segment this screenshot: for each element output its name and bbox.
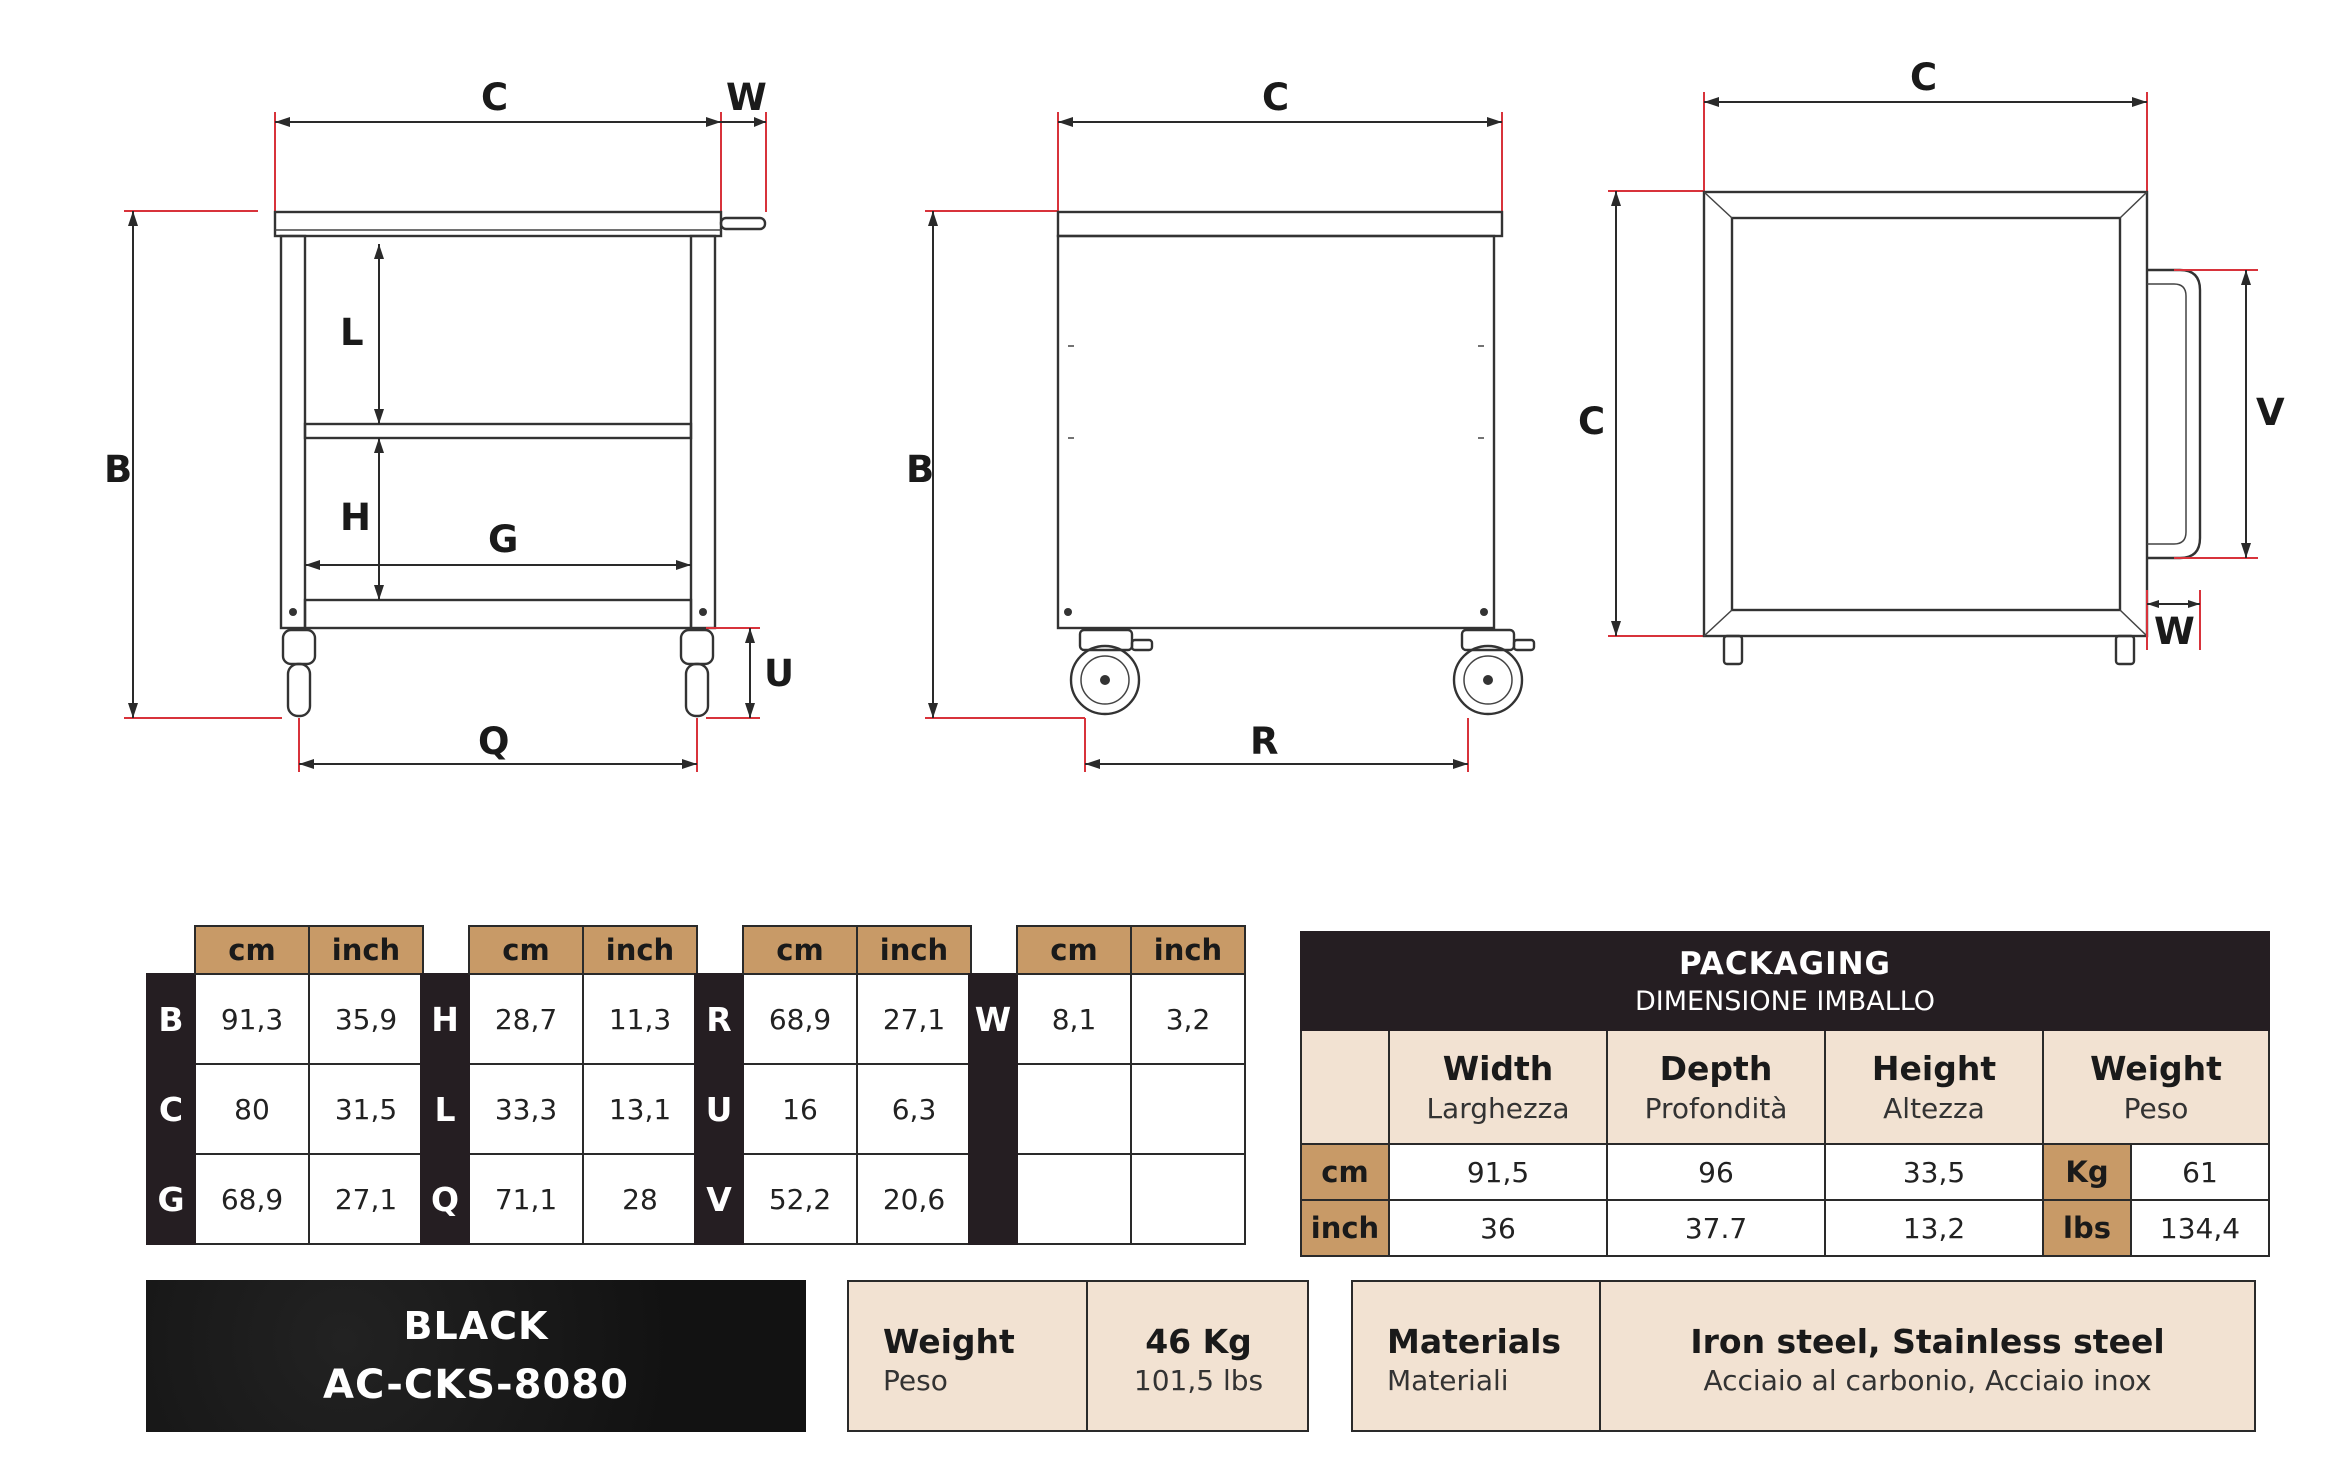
pkg-depth: 96: [1607, 1144, 1825, 1200]
weight-unit-label: lbs: [2043, 1200, 2131, 1256]
dim-inch: 27,1: [309, 1154, 423, 1244]
front-label-u: U: [764, 652, 795, 695]
dim-cm: 68,9: [195, 1154, 309, 1244]
col-header-inch: inch: [583, 926, 697, 974]
dim-letter: R: [695, 974, 743, 1064]
top-view: [1578, 56, 2285, 664]
table-row: [421, 974, 697, 1064]
side-label-c: C: [1262, 76, 1290, 119]
table-row: [969, 974, 1245, 1064]
weight-sublabel: Peso: [883, 1364, 948, 1397]
col-header-width: Width Larghezza: [1389, 1030, 1607, 1144]
unit-label: cm: [1301, 1144, 1389, 1200]
front-label-l: L: [340, 311, 364, 354]
dim-cm: 28,7: [469, 974, 583, 1064]
dim-letter: B: [147, 974, 195, 1064]
dim-inch: [1131, 1154, 1245, 1244]
dim-cm: [1017, 1154, 1131, 1244]
col-header-height: Height Altezza: [1825, 1030, 2043, 1144]
col-header-cm: cm: [743, 926, 857, 974]
dim-letter: G: [147, 1154, 195, 1244]
table-row: [695, 974, 971, 1064]
dim-letter: H: [421, 974, 469, 1064]
weight-panel: [847, 1280, 1309, 1432]
table-row: [147, 974, 423, 1064]
pkg-weight: 61: [2131, 1144, 2269, 1200]
side-label-b: B: [906, 448, 935, 491]
pkg-width: 91,5: [1389, 1144, 1607, 1200]
dim-letter: V: [695, 1154, 743, 1244]
dim-inch: 31,5: [309, 1064, 423, 1154]
top-label-c: C: [1910, 56, 1938, 99]
dim-letter: L: [421, 1064, 469, 1154]
col-header-weight: Weight Peso: [2043, 1030, 2269, 1144]
pkg-weight: 134,4: [2131, 1200, 2269, 1256]
dim-inch: 20,6: [857, 1154, 971, 1244]
dim-inch: 28: [583, 1154, 697, 1244]
table-row: [695, 1154, 971, 1244]
dimension-table-3: [694, 925, 972, 1245]
col-header-inch: inch: [309, 926, 423, 974]
dim-inch: [1131, 1064, 1245, 1154]
dim-cm: 16: [743, 1064, 857, 1154]
dim-cm: 71,1: [469, 1154, 583, 1244]
col-header-inch: inch: [857, 926, 971, 974]
packaging-title: PACKAGING: [1679, 945, 1891, 982]
dimension-table-4: [968, 925, 1246, 1245]
weight-value: 46 Kg: [1145, 1322, 1252, 1361]
dim-inch: 35,9: [309, 974, 423, 1064]
top-label-w: W: [2154, 610, 2195, 653]
front-label-h: H: [340, 496, 371, 539]
front-label-c: C: [481, 76, 509, 119]
dim-cm: 8,1: [1017, 974, 1131, 1064]
dimension-table-2: [420, 925, 698, 1245]
dim-cm: 52,2: [743, 1154, 857, 1244]
dim-letter: C: [147, 1064, 195, 1154]
col-header-inch: inch: [1131, 926, 1245, 974]
dim-cm: 68,9: [743, 974, 857, 1064]
front-label-q: Q: [478, 720, 510, 763]
materials-value: Iron steel, Stainless steel: [1690, 1322, 2165, 1361]
col-header-cm: cm: [1017, 926, 1131, 974]
col-header-cm: cm: [469, 926, 583, 974]
table-row: [421, 1154, 697, 1244]
front-label-w: W: [726, 76, 767, 119]
table-row: [1301, 1144, 2269, 1200]
table-row: [969, 1154, 1245, 1244]
weight-label: Weight: [883, 1322, 1015, 1361]
product-badge: [146, 1280, 806, 1432]
weight-value-alt: 101,5 lbs: [1133, 1364, 1264, 1397]
dim-inch: 13,1: [583, 1064, 697, 1154]
materials-sublabel: Materiali: [1387, 1364, 1509, 1397]
dim-letter: [969, 1154, 1017, 1244]
front-view: [104, 76, 794, 772]
product-color: BLACK: [403, 1304, 549, 1348]
side-label-r: R: [1250, 720, 1279, 763]
dim-cm: 80: [195, 1064, 309, 1154]
dim-letter: [969, 1064, 1017, 1154]
dim-inch: 3,2: [1131, 974, 1245, 1064]
dim-letter: W: [969, 974, 1017, 1064]
dim-letter: U: [695, 1064, 743, 1154]
table-row: [1301, 1200, 2269, 1256]
table-row: [147, 1064, 423, 1154]
packaging-subtitle: DIMENSIONE IMBALLO: [1634, 985, 1936, 1017]
col-header-depth: Depth Profondità: [1607, 1030, 1825, 1144]
col-header-cm: cm: [195, 926, 309, 974]
table-row: [147, 1154, 423, 1244]
packaging-table: [1300, 931, 2270, 1257]
product-code: AC-CKS-8080: [323, 1362, 629, 1408]
dim-inch: 11,3: [583, 974, 697, 1064]
top-label-v: V: [2256, 391, 2285, 434]
materials-value-alt: Acciaio al carbonio, Acciaio inox: [1703, 1364, 2152, 1397]
top-label-c2: C: [1578, 400, 1606, 443]
pkg-height: 13,2: [1825, 1200, 2043, 1256]
side-view: [906, 76, 1534, 772]
packaging-header: [1301, 932, 2269, 1030]
front-label-b: B: [104, 448, 133, 491]
front-label-g: G: [488, 518, 519, 561]
pkg-depth: 37.7: [1607, 1200, 1825, 1256]
pkg-width: 36: [1389, 1200, 1607, 1256]
weight-unit-label: Kg: [2043, 1144, 2131, 1200]
materials-panel: [1351, 1280, 2256, 1432]
dim-cm: [1017, 1064, 1131, 1154]
dimension-table-1: [146, 925, 424, 1245]
materials-label: Materials: [1387, 1322, 1562, 1361]
table-row: [421, 1064, 697, 1154]
dim-cm: 33,3: [469, 1064, 583, 1154]
table-row: [695, 1064, 971, 1154]
dim-cm: 91,3: [195, 974, 309, 1064]
dim-inch: 27,1: [857, 974, 971, 1064]
pkg-height: 33,5: [1825, 1144, 2043, 1200]
dim-inch: 6,3: [857, 1064, 971, 1154]
table-row: [969, 1064, 1245, 1154]
unit-label: inch: [1301, 1200, 1389, 1256]
dim-letter: Q: [421, 1154, 469, 1244]
